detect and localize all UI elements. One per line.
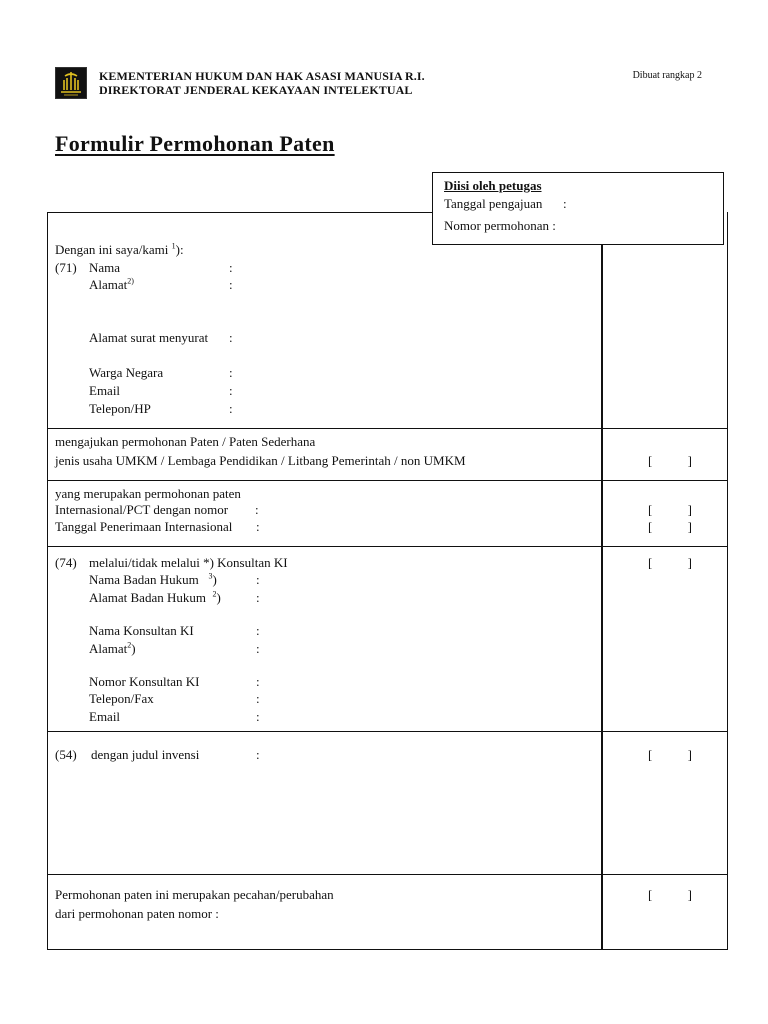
row-divider bbox=[47, 428, 728, 429]
mailing-address-field[interactable]: : bbox=[229, 330, 233, 345]
consultant-heading: melalui/tidak melalui *) Konsultan KI bbox=[89, 555, 288, 570]
consultant-number-field[interactable]: : bbox=[256, 674, 260, 689]
emblem-icon bbox=[56, 68, 86, 98]
officer-box bbox=[432, 172, 724, 245]
application-type-line2: jenis usaha UMKM / Lembaga Pendidikan / Litbang Pemerintah / non UMKM bbox=[55, 453, 466, 468]
pct-field[interactable]: : bbox=[255, 502, 259, 517]
copies-note: Dibuat rangkap 2 bbox=[632, 70, 702, 81]
row-divider bbox=[47, 480, 728, 481]
phone-field[interactable]: : bbox=[229, 401, 233, 416]
legal-entity-name-label: Nama Badan Hukum $^3$) bbox=[89, 571, 217, 587]
legal-entity-address-label: Alamat Badan Hukum $^2$) bbox=[89, 589, 221, 605]
nationality-label: Warga Negara bbox=[89, 365, 164, 380]
consultant-number-label: Nomor Konsultan KI bbox=[89, 674, 200, 689]
officer-heading: Diisi oleh petugas bbox=[444, 178, 542, 193]
consultant-email-field[interactable]: : bbox=[256, 709, 260, 724]
consultant-name-field[interactable]: : bbox=[256, 623, 260, 638]
name-label: Nama bbox=[89, 260, 121, 275]
ministry-name: KEMENTERIAN HUKUM DAN HAK ASASI MANUSIA R.I. bbox=[99, 69, 425, 83]
nationality-field[interactable]: : bbox=[229, 365, 233, 380]
invention-title-label: dengan judul invensi bbox=[91, 747, 200, 762]
row-divider bbox=[47, 731, 728, 732]
consultant-address-label: Alamat$^2$) bbox=[89, 640, 136, 656]
column-divider bbox=[601, 245, 603, 950]
consultant-phone-label: Telepon/Fax bbox=[89, 691, 154, 706]
legal-entity-address-field[interactable]: : bbox=[256, 590, 260, 605]
international-line1: yang merupakan permohonan paten bbox=[55, 486, 241, 501]
directorate-name: DIREKTORAT JENDERAL KEKAYAAN INTELEKTUAL bbox=[99, 83, 413, 97]
consultant-address-field[interactable]: : bbox=[256, 641, 260, 656]
consultant-phone-field[interactable]: : bbox=[256, 691, 260, 706]
page-title: Formulir Permohonan Paten bbox=[55, 131, 335, 156]
invention-code: (54) bbox=[55, 747, 77, 762]
division-line1: Permohonan paten ini merupakan pecahan/perubahan bbox=[55, 887, 334, 902]
phone-label: Telepon/HP bbox=[89, 401, 151, 416]
applicant-intro: Dengan ini saya/kami $^1$): bbox=[55, 241, 184, 257]
name-field[interactable]: : bbox=[229, 260, 233, 275]
legal-entity-name-field[interactable]: : bbox=[256, 572, 260, 587]
consultant-email-label: Email bbox=[89, 709, 121, 724]
application-number-label: Nomor permohonan : bbox=[444, 218, 556, 233]
row-divider bbox=[47, 546, 728, 547]
mailing-address-label: Alamat surat menyurat bbox=[89, 330, 209, 345]
table-top-border bbox=[47, 212, 433, 213]
filing-date-label: Tanggal pengajuan bbox=[444, 196, 543, 211]
applicant-code: (71) bbox=[55, 260, 77, 275]
consultant-code: (74) bbox=[55, 555, 77, 570]
row-divider bbox=[47, 874, 728, 875]
address-field[interactable]: : bbox=[229, 277, 233, 292]
email-field[interactable]: : bbox=[229, 383, 233, 398]
consultant-name-label: Nama Konsultan KI bbox=[89, 623, 194, 638]
address-label: Alamat$^{2)}$ bbox=[89, 276, 134, 292]
receipt-date-field[interactable]: : bbox=[256, 519, 260, 534]
email-label: Email bbox=[89, 383, 121, 398]
division-line2: dari permohonan paten nomor : bbox=[55, 906, 219, 921]
application-type-line1: mengajukan permohonan Paten / Paten Sederhana bbox=[55, 434, 316, 449]
filing-date-colon: : bbox=[563, 196, 567, 211]
invention-title-field[interactable]: : bbox=[256, 747, 260, 762]
receipt-date-label: Tanggal Penerimaan Internasional bbox=[55, 519, 233, 534]
ministry-logo bbox=[55, 67, 87, 99]
pct-label: Internasional/PCT dengan nomor bbox=[55, 502, 229, 517]
